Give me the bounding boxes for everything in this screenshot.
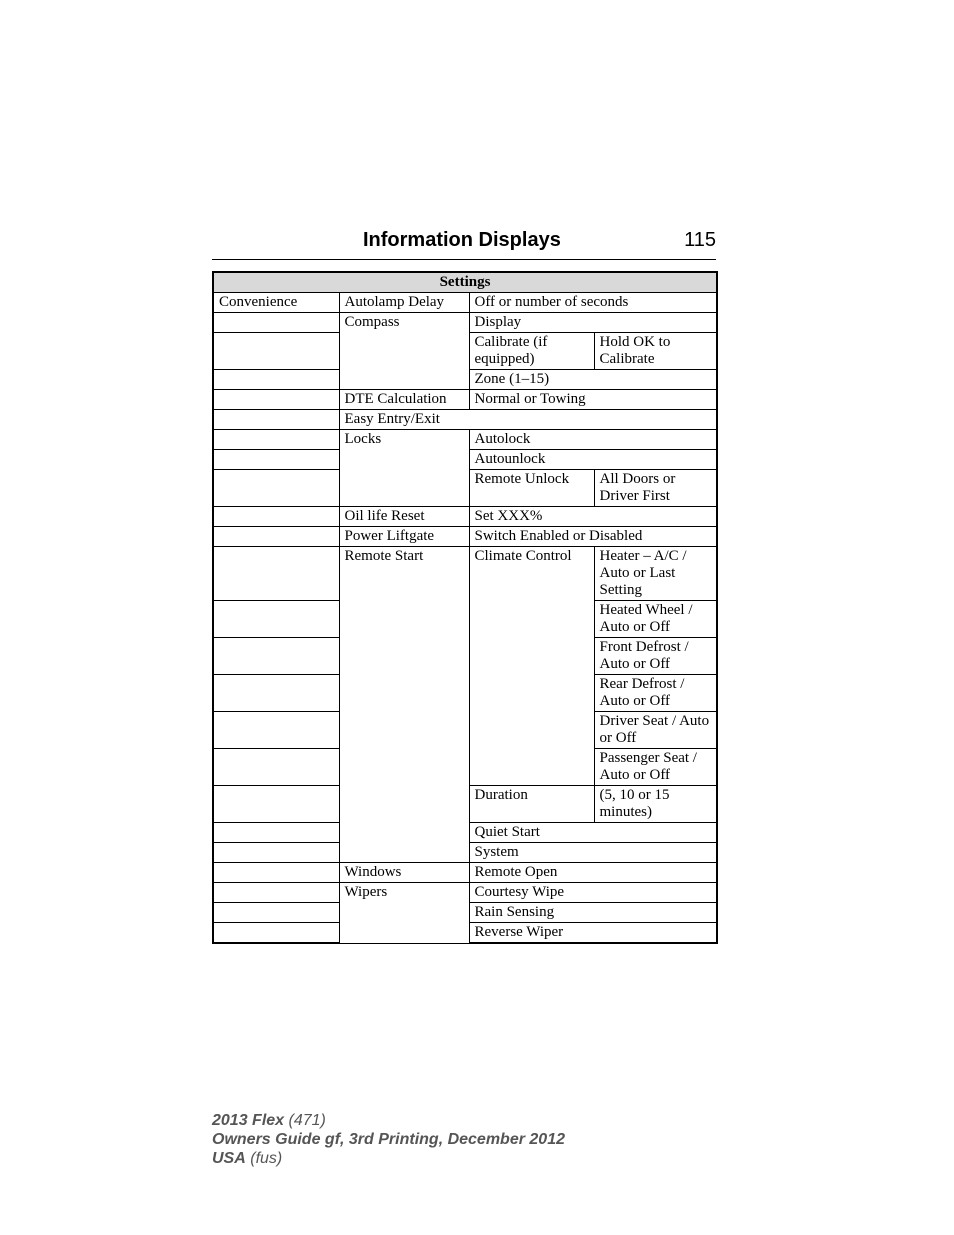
table-cell: Power Liftgate: [339, 527, 469, 547]
table-cell: Rear Defrost / Auto or Off: [594, 675, 717, 712]
section-title: Information Displays: [363, 229, 561, 251]
table-cell: (5, 10 or 15 minutes): [594, 786, 717, 823]
footer-printing: Owners Guide gf, 3rd Printing, December 2012: [212, 1131, 565, 1148]
table-cell: [213, 370, 339, 390]
footer-model-code: (471): [288, 1112, 326, 1129]
table-row: [213, 430, 717, 450]
table-cell: System: [469, 843, 717, 863]
table-cell: [213, 903, 339, 923]
table-cell: [213, 313, 339, 333]
table-cell: Reverse Wiper: [469, 923, 717, 944]
table-cell: [213, 823, 339, 843]
table-cell: [213, 638, 339, 675]
table-cell: Climate Control: [469, 547, 594, 786]
table-cell: Rain Sensing: [469, 903, 717, 923]
table-cell: [213, 450, 339, 470]
table-heading: Settings: [213, 272, 717, 293]
page-header: [212, 229, 716, 260]
table-cell: [213, 527, 339, 547]
table-cell: [213, 863, 339, 883]
settings-table: [212, 271, 718, 944]
table-cell: Windows: [339, 863, 469, 883]
table-cell: Courtesy Wipe: [469, 883, 717, 903]
table-row: [213, 410, 717, 430]
table-row: [213, 527, 717, 547]
table-cell: Remote Start: [339, 547, 469, 863]
table-cell: Zone (1–15): [469, 370, 717, 390]
table-cell: [213, 786, 339, 823]
footer-line-model: [212, 1111, 565, 1130]
table-cell: Autounlock: [469, 450, 717, 470]
table-row: [213, 863, 717, 883]
table-cell: [213, 470, 339, 507]
table-header-row: [213, 272, 717, 293]
table-cell: Hold OK to Calibrate: [594, 333, 717, 370]
table-cell: [213, 749, 339, 786]
table-cell: Heated Wheel / Auto or Off: [594, 601, 717, 638]
table-cell: [213, 923, 339, 944]
table-cell: Locks: [339, 430, 469, 507]
table-cell: [213, 390, 339, 410]
table-row: [213, 293, 717, 313]
table-cell: Off or number of seconds: [469, 293, 717, 313]
table-cell: Wipers: [339, 883, 469, 944]
table-cell: Duration: [469, 786, 594, 823]
table-cell: [213, 547, 339, 601]
table-row: [213, 507, 717, 527]
table-cell: Compass: [339, 313, 469, 390]
table-row: [213, 390, 717, 410]
table-row: [213, 883, 717, 903]
table-cell: Calibrate (if equipped): [469, 333, 594, 370]
table-cell: [213, 843, 339, 863]
page-footer: [212, 1111, 565, 1168]
table-cell: Set XXX%: [469, 507, 717, 527]
table-cell: Normal or Towing: [469, 390, 717, 410]
table-cell: [213, 712, 339, 749]
table-cell: Autolamp Delay: [339, 293, 469, 313]
table-cell: All Doors or Driver First: [594, 470, 717, 507]
table-cell: [213, 333, 339, 370]
table-cell: Heater – A/C / Auto or Last Setting: [594, 547, 717, 601]
table-cell: Convenience: [213, 293, 339, 313]
footer-market-code: (fus): [250, 1150, 283, 1167]
footer-line-market: [212, 1149, 565, 1168]
table-cell: Easy Entry/Exit: [339, 410, 717, 430]
table-cell: Front Defrost / Auto or Off: [594, 638, 717, 675]
table-row: [213, 313, 717, 333]
table-cell: [213, 507, 339, 527]
table-cell: Remote Unlock: [469, 470, 594, 507]
table-cell: Autolock: [469, 430, 717, 450]
table-cell: [213, 430, 339, 450]
table-cell: [213, 601, 339, 638]
table-cell: Quiet Start: [469, 823, 717, 843]
table-cell: [213, 675, 339, 712]
footer-market: USA: [212, 1150, 246, 1167]
table-row: [213, 547, 717, 601]
footer-model: 2013 Flex: [212, 1112, 285, 1129]
table-cell: Oil life Reset: [339, 507, 469, 527]
table-cell: Passenger Seat / Auto or Off: [594, 749, 717, 786]
table-cell: Driver Seat / Auto or Off: [594, 712, 717, 749]
table-cell: Switch Enabled or Disabled: [469, 527, 717, 547]
table-cell: [213, 410, 339, 430]
table-cell: Display: [469, 313, 717, 333]
table-cell: DTE Calculation: [339, 390, 469, 410]
table-cell: Remote Open: [469, 863, 717, 883]
table-cell: [213, 883, 339, 903]
page-number: 115: [684, 229, 716, 251]
